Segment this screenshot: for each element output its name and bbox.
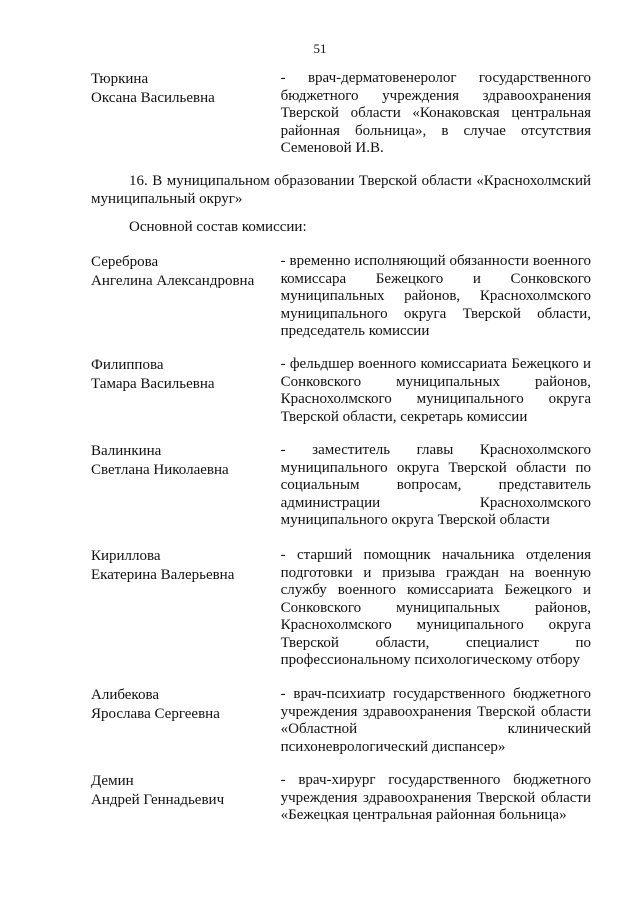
member-name xyxy=(91,356,281,426)
member-name xyxy=(91,547,281,670)
member-role: - врач-психиатр государственного бюджетного учреждения здравоохранения Тверской области «Областной клинический психоневрологический диспансер» xyxy=(280,686,591,755)
member-surname: Кириллова xyxy=(91,548,161,564)
member-entry xyxy=(91,442,591,530)
member-surname: Филиппова xyxy=(91,357,164,373)
member-name xyxy=(91,686,281,756)
section-subheading: Основной состав комиссии: xyxy=(129,219,307,235)
member-entry xyxy=(91,547,591,670)
member-name xyxy=(91,70,281,158)
member-name xyxy=(91,772,281,825)
member-given-names: Ярослава Сергеевна xyxy=(91,706,220,722)
member-entry xyxy=(91,686,591,756)
member-entry xyxy=(91,772,591,825)
member-role: - старший помощник начальника отделения подготовки и призыва граждан на военную службу военного комиссариата Бежецкого и Сонковского муниципальных районов, Краснохолмского муниципального округа Тверской области, специалист по профессиональному психологическому отбору xyxy=(280,547,591,668)
member-given-names: Светлана Николаевна xyxy=(91,462,229,478)
member-surname: Демин xyxy=(91,773,134,789)
section-heading: 16. В муниципальном образовании Тверской области «Краснохолмский муниципальный округ» xyxy=(91,173,591,207)
page-number: 51 xyxy=(313,41,327,56)
member-role: - фельдшер военного комиссариата Бежецкого и Сонковского муниципальных районов, Краснохолмского муниципального округа Тверской области, секретарь комиссии xyxy=(280,356,591,425)
member-given-names: Оксана Васильевна xyxy=(91,90,215,106)
member-entry xyxy=(91,70,591,158)
member-surname: Тюркина xyxy=(91,71,149,87)
member-role: - врач-дерматовенеролог государственного бюджетного учреждения здравоохранения Тверской области «Конаковская центральная районная больница», в случае отсутствия Семеновой И.В. xyxy=(280,70,591,156)
member-surname: Алибекова xyxy=(91,687,160,703)
member-name xyxy=(91,253,281,341)
member-entry xyxy=(91,356,591,426)
member-name xyxy=(91,442,281,530)
member-role: - врач-хирург государственного бюджетного учреждения здравоохранения Тверской области «Бежецкая центральная районная больница» xyxy=(280,772,591,823)
member-surname: Сереброва xyxy=(91,254,159,270)
member-given-names: Ангелина Александровна xyxy=(91,273,255,289)
member-given-names: Тамара Васильевна xyxy=(91,376,215,392)
member-entry xyxy=(91,253,591,341)
member-surname: Валинкина xyxy=(91,443,162,459)
member-role: - заместитель главы Краснохолмского муниципального округа Тверской области по социальным вопросам, представитель администрации Краснохолмского муниципального округа Тверской области xyxy=(280,442,591,528)
member-given-names: Екатерина Валерьевна xyxy=(91,567,235,583)
member-given-names: Андрей Геннадьевич xyxy=(91,792,225,808)
member-role: - временно исполняющий обязанности военного комиссара Бежецкого и Сонковского муниципальных районов, Краснохолмского муниципального округа Тверской области, председатель комиссии xyxy=(280,253,591,339)
